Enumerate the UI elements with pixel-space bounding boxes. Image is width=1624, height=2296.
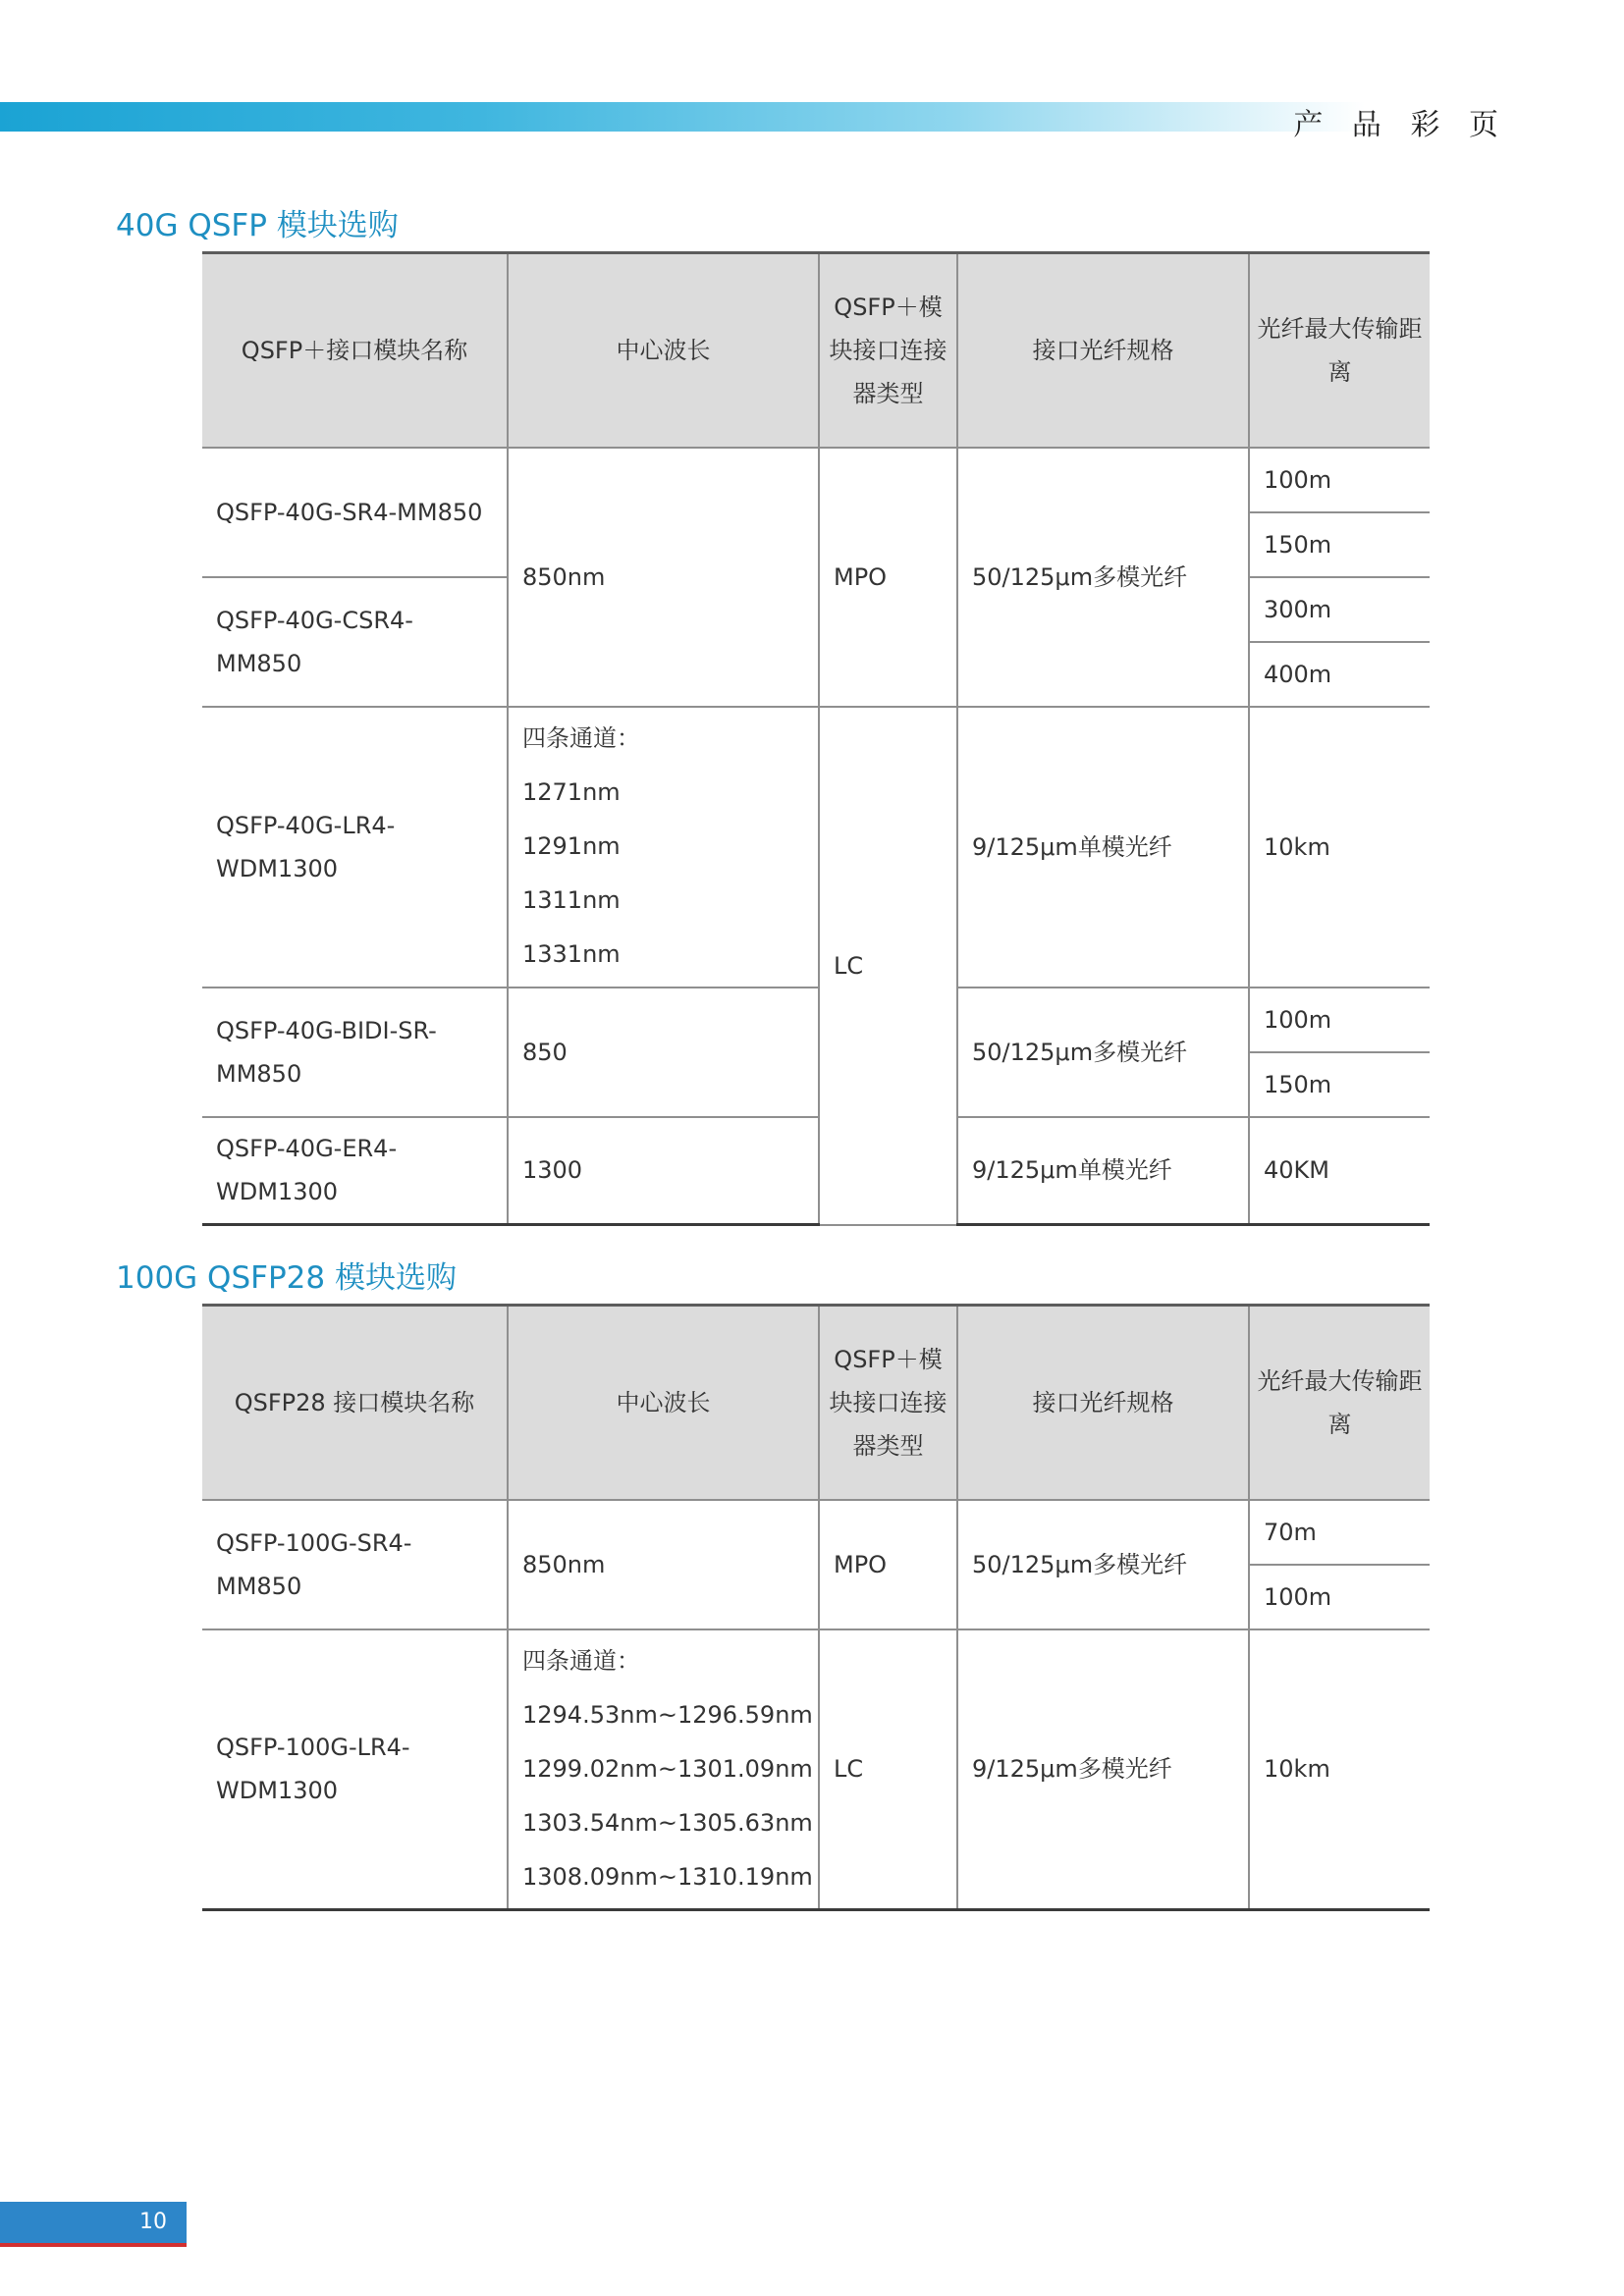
- table-row: [202, 1629, 1430, 1910]
- connector-cell: MPO: [819, 1500, 957, 1629]
- wavelength-item: 1299.02nm~1301.09nm: [522, 1754, 813, 1783]
- col-header-wavelength: 中心波长: [508, 253, 819, 448]
- table-row: [202, 1117, 1430, 1225]
- module-name-cell: QSFP-40G-ER4-WDM1300: [202, 1117, 508, 1225]
- wavelength-list-cell: [508, 1629, 819, 1910]
- table-100g: [202, 1304, 1430, 1911]
- wavelength-label: 四条通道：: [522, 1646, 640, 1675]
- header-gradient-bar: [0, 102, 1365, 132]
- table-40g: [202, 251, 1430, 1226]
- col-header-wavelength: 中心波长: [508, 1306, 819, 1500]
- distance-cell: 150m: [1249, 512, 1430, 577]
- wavelength-label: 四条通道：: [522, 724, 640, 752]
- connector-cell: LC: [819, 1629, 957, 1910]
- section-title-100g: 100G QSFP28 模块选购: [116, 1260, 457, 1296]
- wavelength-item: 1331nm: [522, 940, 621, 968]
- table-row: [202, 988, 1430, 1052]
- table-header-row: [202, 1306, 1430, 1500]
- module-name-cell: QSFP-40G-BIDI-SR-MM850: [202, 988, 508, 1117]
- distance-cell: 100m: [1249, 448, 1430, 512]
- wavelength-item: 1303.54nm~1305.63nm: [522, 1808, 813, 1837]
- table-row: [202, 1500, 1430, 1565]
- wavelength-list-cell: [508, 707, 819, 988]
- fiber-cell: 9/125μm多模光纤: [957, 1629, 1249, 1910]
- table-header-row: [202, 253, 1430, 448]
- wavelength-item: 1291nm: [522, 832, 621, 860]
- distance-cell: 150m: [1249, 1052, 1430, 1117]
- wavelength-cell: 850nm: [508, 1500, 819, 1629]
- col-header-connector: QSFP＋模块接口连接器类型: [819, 1306, 957, 1500]
- connector-cell: LC: [819, 707, 957, 1225]
- wavelength-item: 1308.09nm~1310.19nm: [522, 1862, 813, 1891]
- col-header-fiber: 接口光纤规格: [957, 1306, 1249, 1500]
- wavelength-cell: 1300: [508, 1117, 819, 1225]
- fiber-cell: 50/125μm多模光纤: [957, 1500, 1249, 1629]
- distance-cell: 300m: [1249, 577, 1430, 642]
- distance-cell: 100m: [1249, 1565, 1430, 1629]
- col-header-module-name: QSFP28 接口模块名称: [202, 1306, 508, 1500]
- table-row: [202, 707, 1430, 988]
- distance-cell: 100m: [1249, 988, 1430, 1052]
- module-name-cell: QSFP-40G-LR4-WDM1300: [202, 707, 508, 988]
- distance-cell: 400m: [1249, 642, 1430, 707]
- fiber-cell: 50/125μm多模光纤: [957, 988, 1249, 1117]
- wavelength-item: 1294.53nm~1296.59nm: [522, 1700, 813, 1729]
- header-title: 产 品 彩 页: [1293, 108, 1508, 142]
- distance-cell: 10km: [1249, 707, 1430, 988]
- wavelength-cell: 850: [508, 988, 819, 1117]
- module-name-cell: QSFP-40G-CSR4-MM850: [202, 577, 508, 707]
- distance-cell: 40KM: [1249, 1117, 1430, 1225]
- wavelength-item: 1271nm: [522, 778, 621, 806]
- fiber-cell: 9/125μm单模光纤: [957, 707, 1249, 988]
- distance-cell: 10km: [1249, 1629, 1430, 1910]
- connector-cell: MPO: [819, 448, 957, 707]
- table-row: [202, 448, 1430, 512]
- section-title-40g: 40G QSFP 模块选购: [116, 208, 399, 243]
- fiber-cell: 9/125μm单模光纤: [957, 1117, 1249, 1225]
- page-number: 10: [0, 2202, 187, 2243]
- wavelength-cell: 850nm: [508, 448, 819, 707]
- col-header-distance: 光纤最大传输距离: [1249, 1306, 1430, 1500]
- module-name-cell: QSFP-100G-SR4-MM850: [202, 1500, 508, 1629]
- fiber-cell: 50/125μm多模光纤: [957, 448, 1249, 707]
- col-header-fiber: 接口光纤规格: [957, 253, 1249, 448]
- col-header-distance: 光纤最大传输距离: [1249, 253, 1430, 448]
- col-header-module-name: QSFP＋接口模块名称: [202, 253, 508, 448]
- page-number-accent-line: [0, 2243, 187, 2247]
- col-header-connector: QSFP＋模块接口连接器类型: [819, 253, 957, 448]
- wavelength-item: 1311nm: [522, 886, 621, 914]
- module-name-cell: QSFP-100G-LR4-WDM1300: [202, 1629, 508, 1910]
- module-name-cell: QSFP-40G-SR4-MM850: [202, 448, 508, 577]
- distance-cell: 70m: [1249, 1500, 1430, 1565]
